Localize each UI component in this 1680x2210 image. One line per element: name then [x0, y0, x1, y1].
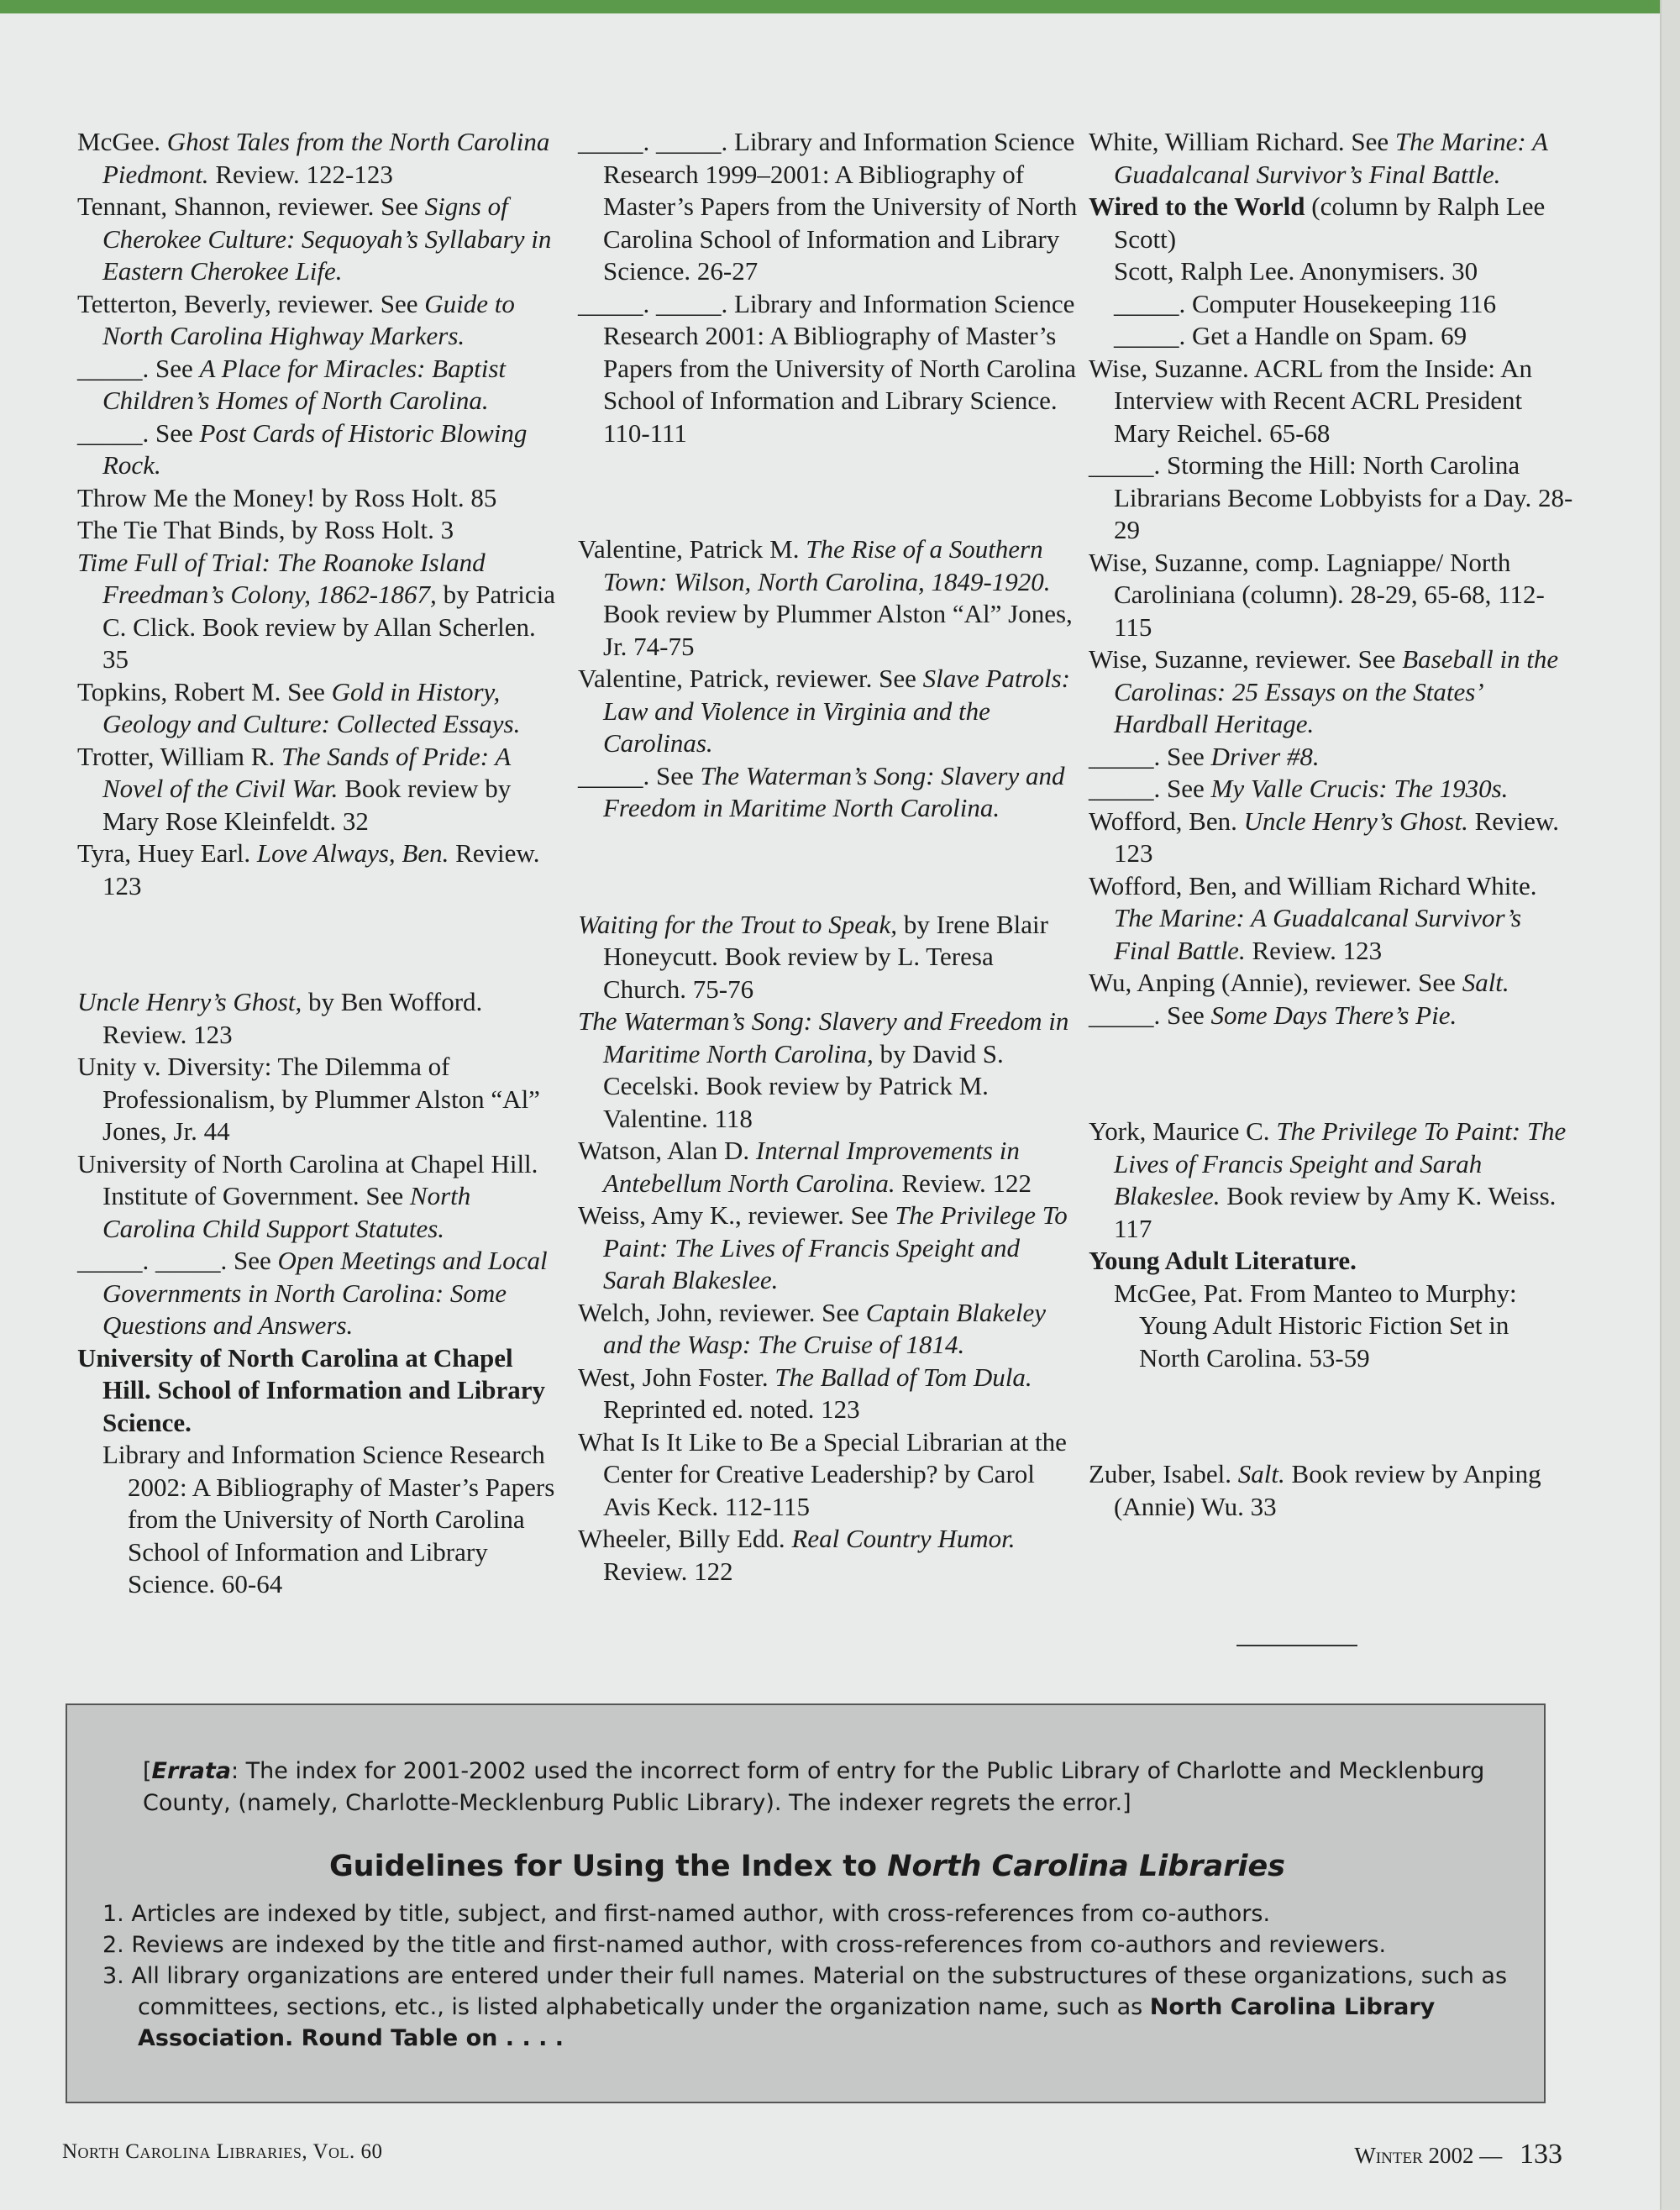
index-entry: Unity v. Diversity: The Dilemma of Professionalism, by Plummer Alston “Al” Jones, Jr. 44: [77, 1052, 540, 1146]
letter-gap: [1089, 1058, 1576, 1089]
section-end-rule: [1236, 1645, 1357, 1646]
index-entry: White, William Richard. See The Marine: A Guadalcanal Survivor’s Final Battle.: [1089, 127, 1548, 189]
top-color-band: [0, 0, 1680, 13]
index-entry: Wheeler, Billy Edd. Real Country Humor. Review. 122: [578, 1524, 1016, 1586]
index-column-1: [77, 126, 564, 1601]
index-entry: Tennant, Shannon, reviewer. See Signs of Cherokee Culture: Sequoyah’s Syllabary in Eastern Cherokee Life.: [77, 192, 552, 286]
errata-note: [Errata: The index for 2001-2002 used the incorrect form of entry for the Public Library of Charlotte and Mecklenburg County, (namely, Charlotte-Mecklenburg Public Library). The indexer regrets the error.]: [143, 1758, 1485, 1816]
index-column-3: [1089, 126, 1576, 1523]
index-entry: _____. See My Valle Crucis: The 1930s.: [1089, 774, 1509, 803]
index-entry: _____. See Post Cards of Historic Blowing Rock.: [77, 417, 528, 480]
index-entry: Wofford, Ben. Uncle Henry’s Ghost. Review. 123: [1089, 806, 1560, 868]
guidelines-title: Guidelines for Using the Index to North Carolina Libraries: [328, 1850, 1286, 1883]
page-edge: [1660, 0, 1680, 2210]
journal-footer: North Carolina Libraries, Vol. 60: [62, 2140, 383, 2163]
index-entry: _____. See Driver #8.: [1089, 741, 1320, 771]
index-entry: _____. Computer Housekeeping 116: [1114, 288, 1497, 318]
index-entry: McGee. Ghost Tales from the North Carolina Piedmont. Review. 122-123: [77, 127, 550, 189]
letter-gap: [1089, 1400, 1576, 1432]
index-entry: Wired to the World (column by Ralph Lee Scott): [1089, 192, 1546, 254]
index-entry: _____. See Some Days There’s Pie.: [1089, 1000, 1457, 1030]
index-entry: Valentine, Patrick M. The Rise of a Southern Town: Wilson, North Carolina, 1849-1920. Book review by Plummer Alston “Al” Jones, Jr. 74-75: [578, 534, 1073, 661]
index-entry: Watson, Alan D. Internal Improvements in Antebellum North Carolina. Review. 122: [578, 1136, 1032, 1198]
index-entry: What Is It Like to Be a Special Librarian at the Center for Creative Leadership? by Carol Avis Keck. 112-115: [578, 1426, 1067, 1521]
index-entry: University of North Carolina at Chapel Hill. School of Information and Library Science.: [77, 1342, 546, 1437]
guideline-item: 3. All library organizations are entered under their full names. Material on the substructures of these organizations, such as committees, sections, etc., is listed alphabetically under the organization name, such as North Carolina Library Association. Round Table on . . . .: [102, 1963, 1508, 2051]
guideline-item: 1. Articles are indexed by title, subject, and first-named author, with cross-references from co-authors.: [102, 1901, 1271, 1927]
index-entry: Wu, Anping (Annie), reviewer. See Salt.: [1089, 968, 1509, 997]
index-entry: Young Adult Literature.: [1089, 1246, 1357, 1275]
index-entry: Topkins, Robert M. See Gold in History, Geology and Culture: Collected Essays.: [77, 676, 521, 738]
index-entry: _____. See A Place for Miracles: Baptist Children’s Homes of North Carolina.: [77, 353, 506, 415]
index-entry: Zuber, Isabel. Salt. Book review by Anping (Annie) Wu. 33: [1089, 1459, 1541, 1521]
index-entry: Trotter, William R. The Sands of Pride: A Novel of the Civil War. Book review by Mary Rose Kleinfeldt. 32: [77, 741, 512, 836]
index-entry: Wofford, Ben, and William Richard White. The Marine: A Guadalcanal Survivor’s Final Battle. Review. 123: [1089, 870, 1537, 965]
index-entry: Time Full of Trial: The Roanoke Island Freedman’s Colony, 1862-1867, by Patricia C. Click. Book review by Allan Scherlen. 35: [77, 547, 555, 674]
index-entry: Wise, Suzanne, reviewer. See Baseball in the Carolinas: 25 Essays on the States’ Hardball Heritage.: [1089, 644, 1559, 738]
index-entry: Tyra, Huey Earl. Love Always, Ben. Review. 123: [77, 838, 540, 900]
index-entry: Weiss, Amy K., reviewer. See The Privilege To Paint: The Lives of Francis Speight and Sarah Blakeslee.: [578, 1200, 1068, 1294]
index-entry: York, Maurice C. The Privilege To Paint: The Lives of Francis Speight and Sarah Blakeslee. Book review by Amy K. Weiss. 117: [1089, 1116, 1567, 1243]
letter-gap: [578, 475, 1082, 507]
guideline-item: 2. Reviews are indexed by the title and first-named author, with cross-references from co-authors and reviewers.: [102, 1932, 1387, 1958]
index-entry: _____. _____. Library and Information Science Research 2001: A Bibliography of Master’s Papers from the University of North Carolina School of Information and Library Science. 110-111: [578, 288, 1077, 448]
footer-dash: —: [1479, 2143, 1503, 2168]
index-entry: The Waterman’s Song: Slavery and Freedom in Maritime North Carolina, by David S. Cecelski. Book review by Patrick M. Valentine. 118: [578, 1006, 1069, 1133]
index-entry: Wise, Suzanne, comp. Lagniappe/ North Caroliniana (column). 28-29, 65-68, 112-115: [1089, 547, 1545, 642]
index-entry: Tetterton, Beverly, reviewer. See Guide to North Carolina Highway Markers.: [77, 288, 515, 350]
index-entry: Library and Information Science Research 2002: A Bibliography of Master’s Papers from the University of North Carolina School of Information and Library Science. 60-64: [102, 1440, 555, 1598]
letter-gap: [578, 851, 1082, 883]
index-entry: Waiting for the Trout to Speak, by Irene Blair Honeycutt. Book review by L. Teresa Church. 75-76: [578, 909, 1048, 1004]
index-entry: Valentine, Patrick, reviewer. See Slave Patrols: Law and Violence in Virginia and the Carolinas.: [578, 664, 1070, 758]
index-entry: Scott, Ralph Lee. Anonymisers. 30: [1114, 256, 1478, 286]
index-entry: _____. Storming the Hill: North Carolina Librarians Become Lobbyists for a Day. 28-29: [1089, 450, 1573, 544]
index-entry: _____. See The Waterman’s Song: Slavery and Freedom in Maritime North Carolina.: [578, 760, 1065, 822]
index-column-2: [578, 126, 1082, 1588]
index-entry: West, John Foster. The Ballad of Tom Dula. Reprinted ed. noted. 123: [578, 1362, 1032, 1424]
guidelines-list: [102, 1898, 1514, 2054]
letter-gap: [77, 928, 564, 960]
index-entry: _____. _____. See Open Meetings and Local Governments in North Carolina: Some Questions and Answers.: [77, 1246, 548, 1340]
index-entry: Wise, Suzanne. ACRL from the Inside: An Interview with Recent ACRL President Mary Reichel. 65-68: [1089, 353, 1532, 448]
index-entry: _____. _____. Library and Information Science Research 1999–2001: A Bibliography of Master’s Papers from the University of North Carolina School of Information and Library Science. 26-27: [578, 127, 1078, 286]
index-entry: Welch, John, reviewer. See Captain Blakeley and the Wasp: The Cruise of 1814.: [578, 1297, 1047, 1359]
issue-season: Winter 2002: [1354, 2143, 1474, 2168]
index-entry: The Tie That Binds, by Ross Holt. 3: [77, 515, 454, 544]
index-entry: McGee, Pat. From Manteo to Murphy: Young Adult Historic Fiction Set in North Carolina. 53-59: [1114, 1278, 1517, 1373]
index-entry: University of North Carolina at Chapel Hill. Institute of Government. See North Carolina Child Support Statutes.: [77, 1148, 538, 1243]
index-entry: Uncle Henry’s Ghost, by Ben Wofford. Review. 123: [77, 987, 483, 1049]
guidelines-box: [66, 1703, 1546, 2103]
index-entry: Throw Me the Money! by Ross Holt. 85: [77, 482, 497, 512]
page-footer: [1354, 2139, 1562, 2171]
index-entry: _____. Get a Handle on Spam. 69: [1114, 321, 1467, 350]
page-number: 133: [1520, 2139, 1562, 2170]
